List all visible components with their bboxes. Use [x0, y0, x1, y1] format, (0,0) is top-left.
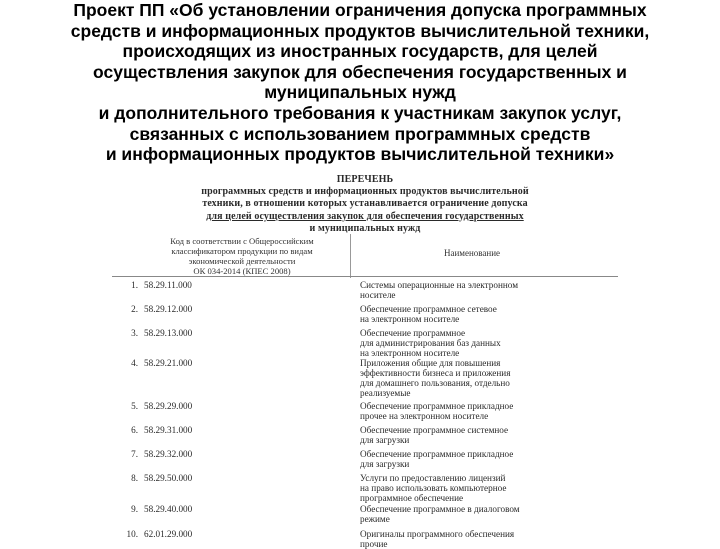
document-heading-line: для целей осуществления закупок для обеспечения государственных: [206, 210, 524, 222]
row-number: 9.: [131, 504, 138, 514]
row-name: Обеспечение программное в диалоговом режиме: [360, 504, 520, 524]
row-number: 3.: [131, 328, 138, 338]
row-code: 58.29.31.000: [144, 425, 193, 435]
document-heading-line: и муниципальных нужд: [309, 222, 421, 234]
row-code: 58.29.50.000: [144, 473, 193, 483]
document-heading-line: программных средств и информационных продуктов вычислительной: [201, 186, 529, 198]
row-name: Обеспечение программное системное для загрузки: [360, 425, 509, 445]
row-name: Приложения общие для повышения эффективности бизнеса и приложения для домашнего пользования, отдельно реализуемые: [360, 358, 511, 398]
row-number: 10.: [126, 529, 138, 539]
title-line: происходящих из иностранных государств, для целей: [122, 41, 598, 62]
row-code: 58.29.12.000: [144, 304, 193, 314]
row-code: 58.29.11.000: [144, 280, 192, 290]
scanned-document: [112, 174, 618, 549]
row-code: 58.29.32.000: [144, 449, 193, 459]
title-line: осуществления закупок для обеспечения государственных и: [93, 61, 627, 82]
document-heading: [112, 174, 618, 235]
row-code: 58.29.21.000: [144, 358, 193, 368]
row-number: 7.: [131, 449, 138, 459]
title-line: и информационных продуктов вычислительной техники»: [105, 144, 615, 165]
row-name: Оригиналы программного обеспечения прочие: [360, 529, 515, 549]
row-name: Обеспечение программное прикладное для загрузки: [360, 449, 514, 469]
row-name: Системы операционные на электронном носителе: [360, 280, 519, 300]
row-code: 62.01.29.000: [144, 529, 193, 539]
row-number: 8.: [131, 473, 138, 483]
document-heading-line: техники, в отношении которых устанавливается ограничение допуска: [202, 198, 528, 210]
row-number: 5.: [131, 401, 138, 411]
title-line: связанных с использованием программных средств: [129, 123, 591, 144]
title-line: средств и информационных продуктов вычислительной техники,: [70, 20, 650, 41]
header-divider: [112, 276, 618, 277]
column-header-code: Код в соответствии с Общероссийским классификатором продукции по видам экономической деятельности ОК 034-2014 (КПЕС 2008): [170, 236, 314, 276]
slide-title: [6, 0, 714, 165]
title-line: Проект ПП «Об установлении ограничения допуска программных: [73, 0, 647, 20]
row-number: 6.: [131, 425, 138, 435]
row-number: 2.: [131, 304, 138, 314]
row-number: 4.: [131, 358, 138, 368]
row-name: Услуги по предоставлению лицензий на право использовать компьютерное программное обеспечение: [360, 473, 507, 503]
row-name: Обеспечение программное сетевое на электронном носителе: [360, 304, 497, 324]
title-line: муниципальных нужд: [264, 82, 456, 103]
row-name: Обеспечение программное прикладное прочее на электронном носителе: [360, 401, 514, 421]
column-header-name: Наименование: [443, 248, 501, 258]
table-header: [112, 234, 618, 274]
row-code: 58.29.29.000: [144, 401, 193, 411]
row-name: Обеспечение программное для администрирования баз данных на электронном носителе: [360, 328, 501, 358]
column-divider: [350, 234, 351, 278]
row-code: 58.29.13.000: [144, 328, 193, 338]
row-number: 1.: [131, 280, 138, 290]
document-heading-title: ПЕРЕЧЕНЬ: [336, 174, 394, 185]
title-line: и дополнительного требования к участникам закупок услуг,: [98, 102, 622, 123]
row-code: 58.29.40.000: [144, 504, 193, 514]
